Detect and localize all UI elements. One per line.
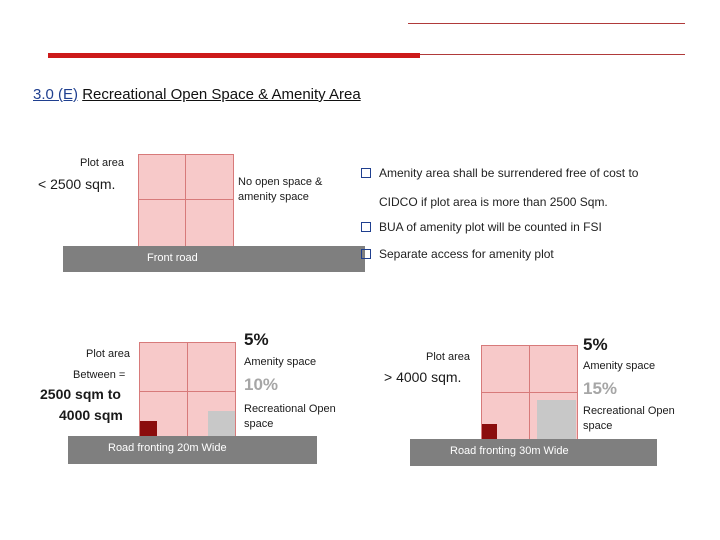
bullet-text: Separate access for amenity plot [379,247,554,261]
recreational-percent: 15% [583,379,618,398]
amenity-space-square [482,424,497,439]
bullet-item [361,220,602,234]
plot-area-label: Plot area [80,157,125,169]
road-label: Road fronting 20m Wide [108,442,227,454]
bullet-text: BUA of amenity plot will be counted in FSI [379,220,602,234]
bullet-continuation: CIDCO if plot area is more than 2500 Sqm. [379,195,608,209]
plot-area-label: Plot area [426,351,471,363]
recreational-label-line-2: space [583,420,613,432]
amenity-label: Amenity space [583,360,656,372]
bullet-item [361,247,554,261]
plot-size-value: > 4000 [384,369,428,385]
amenity-percent: 5% [244,330,269,349]
plot-grid-line [140,391,235,392]
title-number: 3.0 (E) [33,86,79,103]
plot-area-label: Plot area [86,348,131,360]
title-text: Recreational Open Space & Amenity Area [82,86,361,103]
amenity-space-square [140,421,157,436]
plot-size-label [384,369,461,385]
checkbox-bullet-icon [361,168,371,178]
bullet-item [361,166,638,180]
amenity-label: Amenity space [244,356,317,368]
plot-grid-line [187,343,188,437]
plot-grid-line [139,199,233,200]
page-title [33,86,361,103]
note-line-1: No open space & [238,176,323,188]
between-label: Between = [73,369,126,381]
amenity-percent: 5% [583,335,608,354]
plot-size-label [38,176,115,192]
checkbox-bullet-icon [361,222,371,232]
plot-range-line-1: 2500 sqm to [40,386,121,402]
recreational-label [583,404,675,434]
bullet-text: Amenity area shall be surrendered free of cost to [379,166,639,180]
plot-size-unit: sqm. [85,176,116,192]
no-open-space-note [238,175,322,205]
header-line-bottom [420,54,685,55]
recreational-label [244,402,336,432]
header-line-top [408,23,685,24]
plot-diagram [138,154,234,248]
header-red-bar [48,53,420,58]
plot-grid-line [529,346,530,440]
road-label: Road fronting 30m Wide [450,445,569,457]
plot-size-unit: sqm. [431,369,462,385]
road-20m [68,436,317,464]
checkbox-bullet-icon [361,249,371,259]
recreational-label-line-2: space [244,418,274,430]
recreational-percent: 10% [244,375,279,394]
road-30m [410,439,657,466]
plot-grid-line [482,392,577,393]
recreational-space-square [208,411,235,436]
front-road [63,246,365,272]
plot-grid-line [185,155,186,247]
plot-size-value: < 2500 [38,176,82,192]
plot-range-line-2: 4000 sqm [59,407,123,423]
recreational-label-line-1: Recreational Open [244,403,336,415]
recreational-space-square [537,400,576,439]
road-label: Front road [147,252,198,264]
recreational-label-line-1: Recreational Open [583,405,675,417]
note-line-2: amenity space [238,191,309,203]
